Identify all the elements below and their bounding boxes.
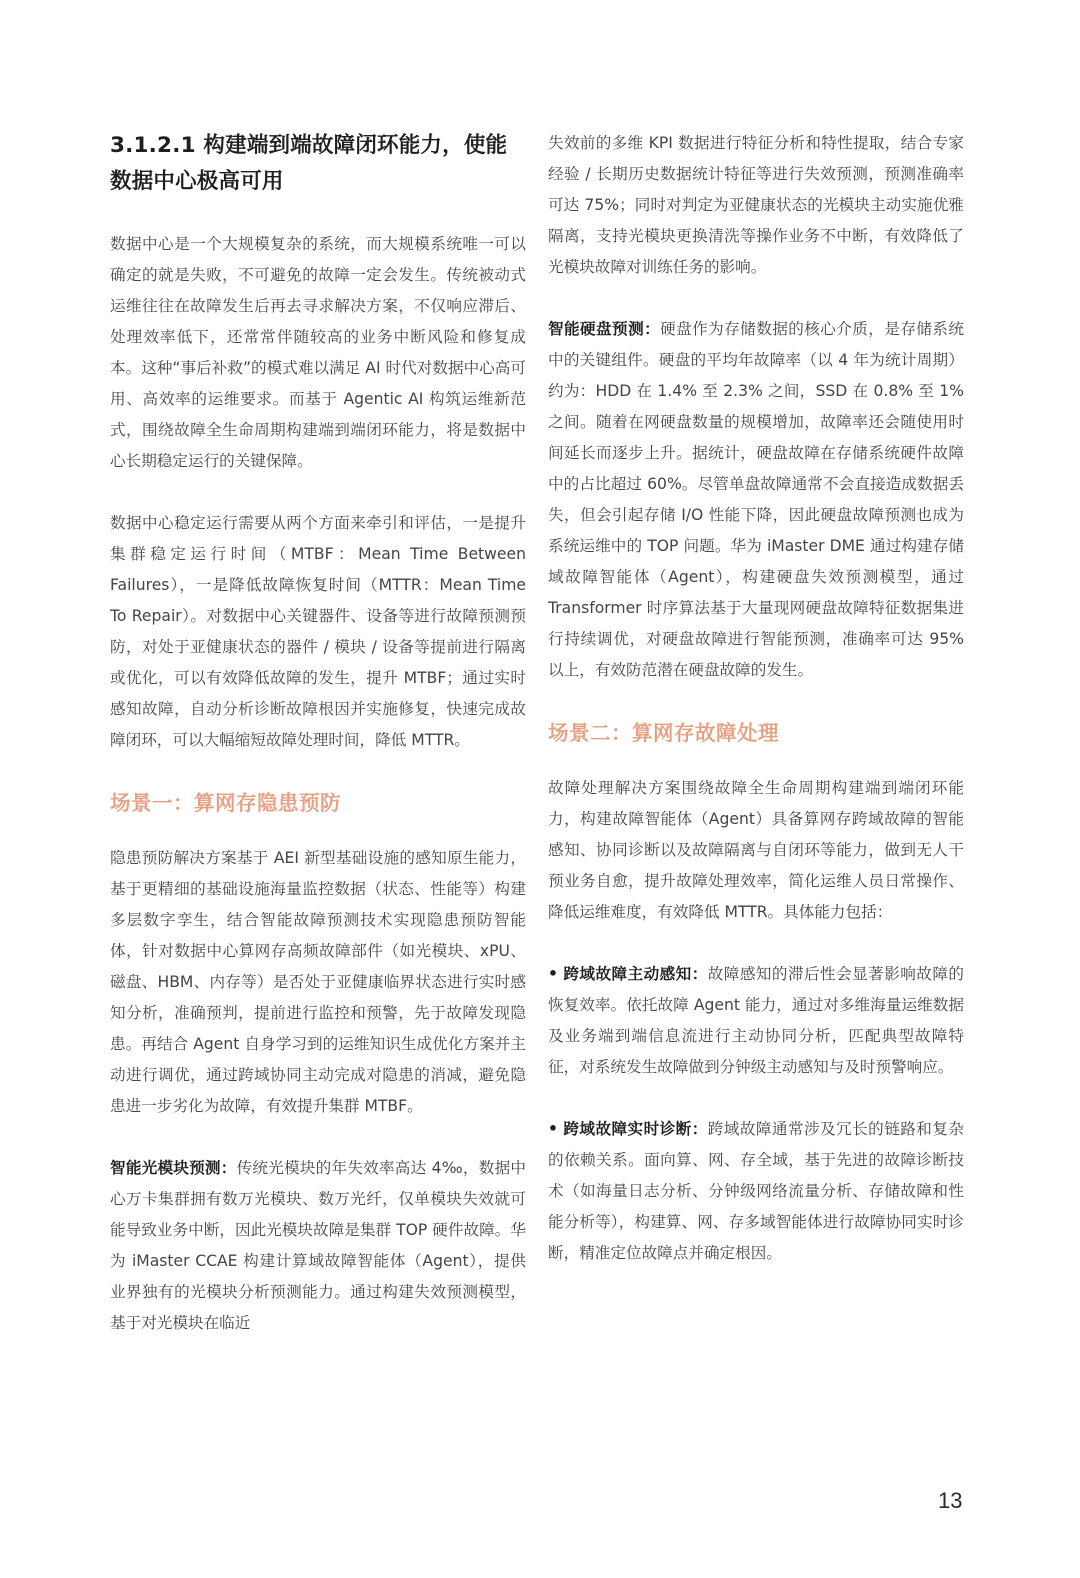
bullet-dot: • xyxy=(548,965,558,983)
section-title: 3.1.2.1 构建端到端故障闭环能力，使能数据中心极高可用 xyxy=(110,133,508,194)
active-perception-text: 故障感知的滞后性会显著影响故障的恢复效率。依托故障 Agent 能力，通过对多维海量运维数据及业务端到端信息流进行主动协同分析，匹配典型故障特征，对系统发生故障做到分钟级主动感知与及时预警响应。 xyxy=(548,965,964,1076)
optical-module-text: 传统光模块的年失效率高达 4‰，数据中心万卡集群拥有数万光模块、数万光纤，仅单模块失效就可能导致业务中断，因此光模块故障是集群 TOP 硬件故障。华为 iMaster CCAE 构建计算域故障智能体（Agent），提供业界独有的光模块分析预测能力。通过构建失效预测模型，基于对光模块在临近 xyxy=(110,1159,526,1332)
paragraph-fault-handling: 故障处理解决方案围绕故障全生命周期构建端到端闭环能力，构建故障智能体（Agent）具备算网存跨域故障的智能感知、协同诊断以及故障隔离与自闭环等能力，做到无人干预业务自愈，提升故障处理效率，简化运维人员日常操作、降低运维难度，有效降低 MTTR。具体能力包括： xyxy=(548,779,964,921)
paragraph-disk-prediction xyxy=(548,314,964,686)
realtime-diagnosis-text: 跨域故障通常涉及冗长的链路和复杂的依赖关系。面向算、网、存全域，基于先进的故障诊断技术（如海量日志分析、分钟级网络流量分析、存储故障和性能分析等），构建算、网、存多域智能体进行故障协同实时诊断，精准定位故障点并确定根因。 xyxy=(548,1120,964,1262)
disk-prediction-lead: 智能硬盘预测： xyxy=(548,320,661,338)
paragraph-intro: 数据中心是一个大规模复杂的系统，而大规模系统唯一可以确定的就是失败，不可避免的故障一定会发生。传统被动式运维往往在故障发生后再去寻求解决方案，不仅响应滞后、处理效率低下，还常常伴随较高的业务中断风险和修复成本。这种“事后补救”的模式难以满足 AI 时代对数据中心高可用、高效率的运维要求。而基于 Agentic AI 构筑运维新范式，围绕故障全生命周期构建端到端闭环能力，将是数据中心长期稳定运行的关键保障。 xyxy=(110,235,526,470)
paragraph-hazard-prevention: 隐患预防解决方案基于 AEI 新型基础设施的感知原生能力，基于更精细的基础设施海量监控数据（状态、性能等）构建多层数字孪生，结合智能故障预测技术实现隐患预防智能体，针对数据中心算网存高频故障部件（如光模块、xPU、磁盘、HBM、内存等）是否处于亚健康临界状态进行实时感知分析，准确预判，提前进行监控和预警，先于故障发现隐患。再结合 Agent 自身学习到的运维知识生成优化方案并主动进行调优，通过跨域协同主动完成对隐患的消减，避免隐患进一步劣化为故障，有效提升集群 MTBF。 xyxy=(110,849,526,1115)
realtime-diagnosis-lead: 跨域故障实时诊断： xyxy=(563,1120,708,1138)
active-perception-lead: 跨域故障主动感知： xyxy=(563,965,708,983)
paragraph-optical-module xyxy=(110,1153,526,1339)
disk-prediction-text: 硬盘作为存储数据的核心介质，是存储系统中的关键组件。硬盘的平均年故障率（以 4 年为统计周期）约为：HDD 在 1.4% 至 2.3% 之间，SSD 在 0.8% 至 1% 之间。随着在网硬盘数量的规模增加，故障率还会随使用时间延长而逐步上升。据统计，硬盘故障在存储系统硬件故障中的占比超过 60%。尽管单盘故障通常不会直接造成数据丢失，但会引起存储 I/O 性能下降，因此硬盘故障预测也成为系统运维中的 TOP 问题。华为 iMaster DME 通过构建存储域故障智能体（Agent），构建硬盘失效预测模型，通过 Transformer 时序算法基于大量现网硬盘故障特征数据集进行持续调优，对硬盘故障进行智能预测，准确率可达 95% 以上，有效防范潜在硬盘故障的发生。 xyxy=(548,320,964,679)
bullet-active-perception xyxy=(548,959,964,1083)
scene-two-title: 场景二：算网存故障处理 xyxy=(548,721,779,745)
scene-one-title: 场景一：算网存隐患预防 xyxy=(110,791,341,815)
optical-module-lead: 智能光模块预测： xyxy=(110,1159,237,1177)
paragraph-optical-continued: 失效前的多维 KPI 数据进行特征分析和特性提取，结合专家经验 / 长期历史数据统计特征等进行失效预测，预测准确率可达 75%；同时对判定为亚健康状态的光模块主动实施优雅隔离，支持光模块更换清洗等操作业务不中断，有效降低了光模块故障对训练任务的影响。 xyxy=(548,134,964,276)
bullet-realtime-diagnosis xyxy=(548,1114,964,1269)
bullet-dot: • xyxy=(548,1120,558,1138)
left-column xyxy=(110,128,526,1370)
page-number: 13 xyxy=(938,1488,963,1513)
right-column xyxy=(548,128,964,1300)
paragraph-mtbf-mttr: 数据中心稳定运行需要从两个方面来牵引和评估，一是提升集群稳定运行时间（MTBF：Mean Time Between Failures），一是降低故障恢复时间（MTTR：Mean Time To Repair）。对数据中心关键器件、设备等进行故障预测预防，对处于亚健康状态的器件 / 模块 / 设备等提前进行隔离或优化，可以有效降低故障的发生，提升 MTBF；通过实时感知故障，自动分析诊断故障根因并实施修复，快速完成故障闭环，可以大幅缩短故障处理时间，降低 MTTR。 xyxy=(110,514,526,749)
